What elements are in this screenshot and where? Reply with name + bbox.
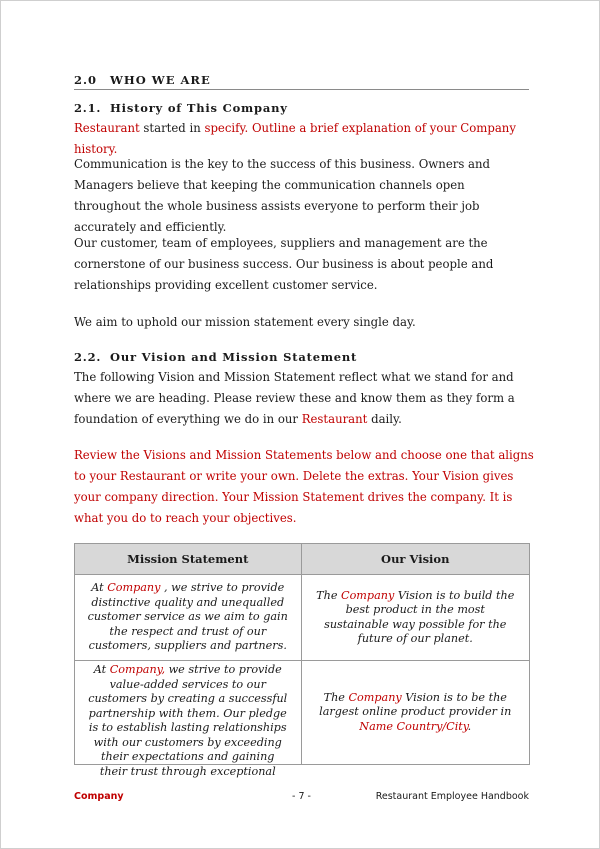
section-heading (74, 73, 529, 90)
history-title: History of This Company (110, 101, 288, 115)
vision-statement-1 (301, 575, 530, 661)
history-instruction: specify. Outline a brief explanation of your Company history. (74, 121, 516, 156)
mission-statement-1 (75, 575, 302, 661)
footer-title: Restaurant Employee Handbook (375, 791, 529, 802)
history-heading (74, 101, 288, 115)
country-city-placeholder: Name Country/City (359, 719, 468, 733)
vision-title: Our Vision and Mission Statement (110, 350, 358, 364)
vision-2-text-end: . (467, 719, 472, 733)
company-placeholder: Company (341, 588, 395, 602)
vision-heading (74, 350, 357, 364)
vision-column-header: Our Vision (301, 544, 530, 575)
vision-instructions: Review the Visions and Mission Statements below and choose one that aligns to your Restaurant or write your own. Delete the extras. Your Vision gives your company direction. Your Mission Statement drives the company. It is what you do to reach your objectives. (74, 448, 534, 525)
mission-column-header: Mission Statement (75, 544, 302, 575)
restaurant-placeholder-2: Restaurant (301, 412, 368, 426)
mission-2-text-a: At (93, 663, 110, 676)
vision-intro-text: The following Vision and Mission Statement reflect what we stand for and where we are heading. Please review these and know them as they form a foundation of everything we do in our (74, 370, 515, 426)
footer-company: Company (74, 791, 124, 802)
vision-intro-paragraph (74, 367, 534, 430)
mission-1-text-b: , we strive to provide distinctive quality and unequalled customer service as we aim to gain the respect and trust of our customers, suppliers and partners. (87, 581, 288, 653)
company-placeholder: Company, (109, 663, 166, 676)
history-intro-text: started in (139, 121, 205, 135)
mission-vision-table (74, 543, 530, 778)
history-number: 2.1. (74, 101, 102, 115)
vision-number: 2.2. (74, 350, 102, 364)
company-placeholder: Company (107, 581, 161, 595)
mission-statement-2 (75, 661, 302, 778)
mission-1-text-a: At (91, 581, 108, 595)
page-number: - 7 - (292, 791, 311, 802)
company-placeholder: Company (348, 690, 402, 704)
mission-uphold-paragraph: We aim to uphold our mission statement every single day. (74, 315, 416, 329)
vision-intro-end: daily. (367, 412, 402, 426)
vision-statement-2 (301, 661, 530, 765)
cornerstone-paragraph: Our customer, team of employees, suppliers and management are the cornerstone of our business success. Our business is about people and relationships providing excellent customer service. (74, 236, 494, 292)
vision-2-text-a: The (323, 690, 349, 704)
section-number: 2.0 (74, 73, 98, 87)
communication-paragraph: Communication is the key to the success of this business. Owners and Managers believe that keeping the communication channels open throughout the whole business assists everyone to perform their job accurately and efficiently. (74, 157, 491, 234)
mission-2-text-b: we strive to provide value-added services to our customers by creating a successful partnership with them. Our pledge is to establish lasting relationships with our customers by exceeding their expectations and gaining their trust through exceptional (88, 663, 288, 778)
vision-2-text-b: Vision is to be the largest online product provider in (319, 690, 512, 719)
section-title: WHO WE ARE (110, 73, 211, 87)
vision-1-text-b: Vision is to build the best product in the most sustainable way possible for the future of our planet. (324, 588, 515, 645)
vision-1-text-a: The (316, 588, 342, 602)
restaurant-placeholder: Restaurant (74, 121, 140, 135)
